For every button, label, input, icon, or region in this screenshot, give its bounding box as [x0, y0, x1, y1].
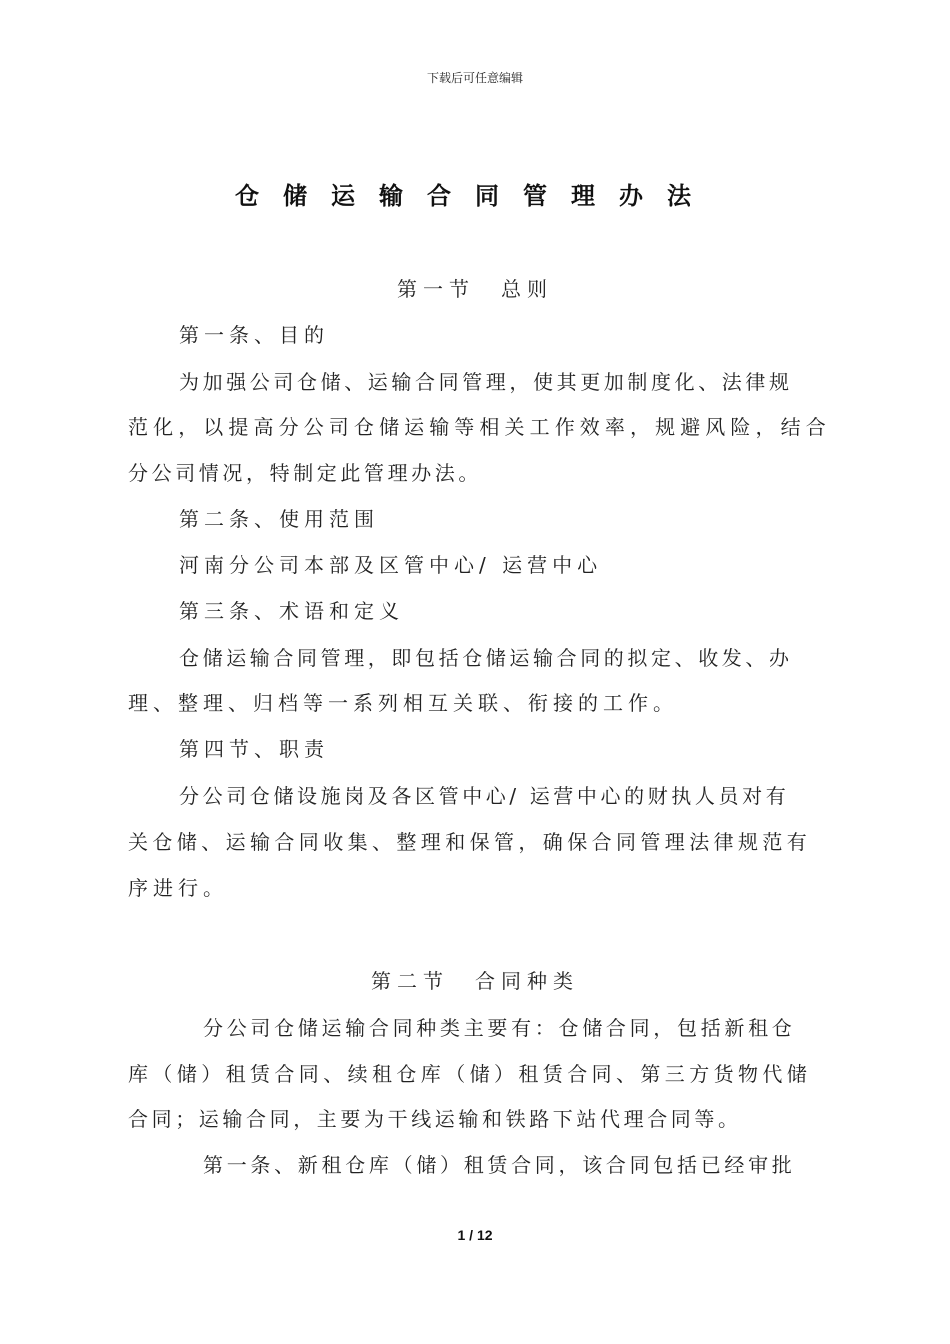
section1-title: 第一节 总则 [397, 277, 553, 301]
article4-line-1: 分公司仓储设施岗及各区管中心/ 运营中心的财执人员对有 [179, 784, 790, 808]
section2-article1-line: 第一条、新租仓库（储）租赁合同，该合同包括已经审批 [203, 1153, 796, 1177]
section2-intro-line-1: 分公司仓储运输合同种类主要有：仓储合同，包括新租仓 [203, 1016, 796, 1040]
document-title: 仓储运输合同管理办法 [235, 181, 715, 210]
article1-line-3: 分公司情况，特制定此管理办法。 [128, 461, 482, 485]
section2-intro-line-3: 合同；运输合同，主要为干线运输和铁路下站代理合同等。 [128, 1107, 742, 1131]
article2-heading: 第二条、使用范围 [179, 507, 379, 531]
article4-line-3: 序进行。 [128, 876, 228, 900]
section2-intro-line-2: 库（储）租赁合同、续租仓库（储）租赁合同、第三方货物代储 [128, 1062, 812, 1086]
header-note: 下载后可任意编辑 [426, 71, 523, 85]
article2-text: 河南分公司本部及区管中心/ 运营中心 [179, 553, 603, 577]
article3-heading: 第三条、术语和定义 [179, 599, 404, 623]
article3-line-1: 仓储运输合同管理，即包括仓储运输合同的拟定、收发、办 [179, 646, 793, 670]
page-number: 1 / 12 [457, 1227, 493, 1243]
article1-line-1: 为加强公司仓储、运输合同管理，使其更加制度化、法律规 [179, 370, 793, 394]
article4-heading: 第四节、职责 [179, 737, 329, 761]
article3-line-2: 理、整理、归档等一系列相互关联、衔接的工作。 [128, 691, 678, 715]
article4-line-2: 关仓储、运输合同收集、整理和保管，确保合同管理法律规范有 [128, 830, 812, 854]
article1-line-2: 范化，以提高分公司仓储运输等相关工作效率，规避风险，结合 [128, 415, 831, 439]
section2-title: 第二节 合同种类 [371, 969, 579, 993]
article1-heading: 第一条、目的 [179, 323, 329, 347]
